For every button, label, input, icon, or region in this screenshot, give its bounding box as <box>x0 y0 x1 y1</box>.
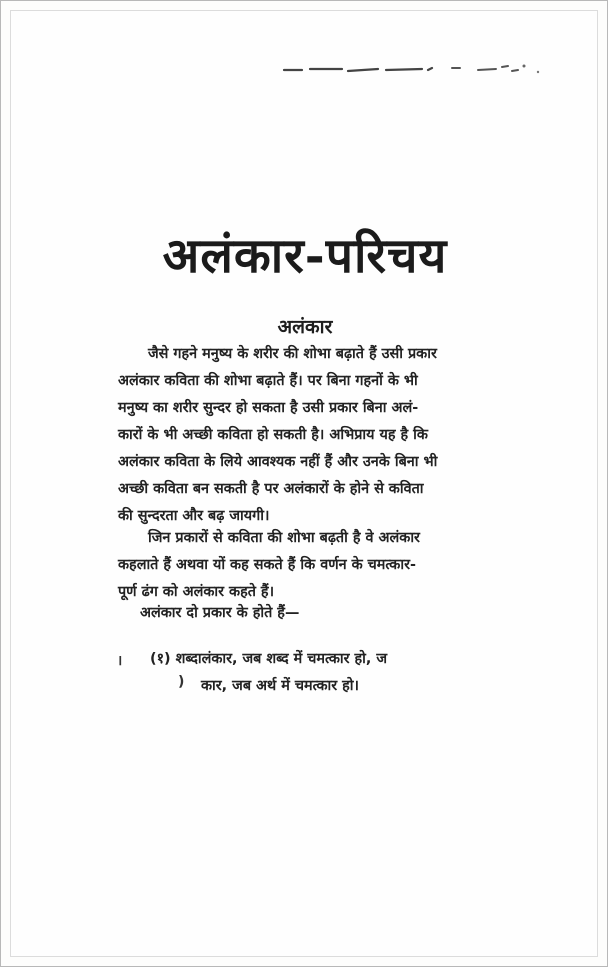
paragraph-intro <box>118 341 437 530</box>
paragraph-line: अलंकार कविता की शोभा बढ़ाते हैं। पर बिना गहनों के भी <box>118 373 418 389</box>
paragraph-line: जिन प्रकारों से कविता की शोभा बढ़ती है वे अलंकार <box>148 530 420 546</box>
paragraph-line: पूर्ण ढंग को अलंकार कहते हैं। <box>118 584 275 600</box>
list-item: (१) शब्दालंकार, जब शब्द में चमत्कार हो, ज <box>150 651 388 667</box>
margin-mark: । <box>117 653 123 669</box>
paragraph-definition <box>118 525 420 606</box>
page-title: अलंकार-परिचय <box>162 228 448 284</box>
header-scan-marks <box>282 60 542 80</box>
paragraph-line: अच्छी कविता बन सकती है पर अलंकारों के होने से कविता <box>118 481 424 497</box>
list-item: कार, जब अर्थ में चमत्कार हो। <box>201 678 359 694</box>
paragraph-types-intro: अलंकार दो प्रकार के होते हैं— <box>140 605 300 621</box>
paragraph-line: अलंकार कविता के लिये आवश्यक नहीं हैं और उनके बिना भी <box>118 454 438 470</box>
section-heading: अलंकार <box>277 316 333 338</box>
paragraph-line: जैसे गहने मनुष्य के शरीर की शोभा बढ़ाते हैं उसी प्रकार <box>148 346 437 362</box>
margin-mark: ) <box>178 674 185 690</box>
alankar-types-list <box>150 646 387 700</box>
paragraph-line: की सुन्दरता और बढ़ जायगी। <box>118 508 270 524</box>
paragraph-line: कारों के भी अच्छी कविता हो सकती है। अभिप्राय यह है कि <box>118 427 428 443</box>
paragraph-line: कहलाते हैं अथवा यों कह सकते हैं कि वर्णन के चमत्कार- <box>118 557 416 573</box>
paragraph-line: मनुष्य का शरीर सुन्दर हो सकता है उसी प्रकार बिना अलं- <box>118 400 419 416</box>
